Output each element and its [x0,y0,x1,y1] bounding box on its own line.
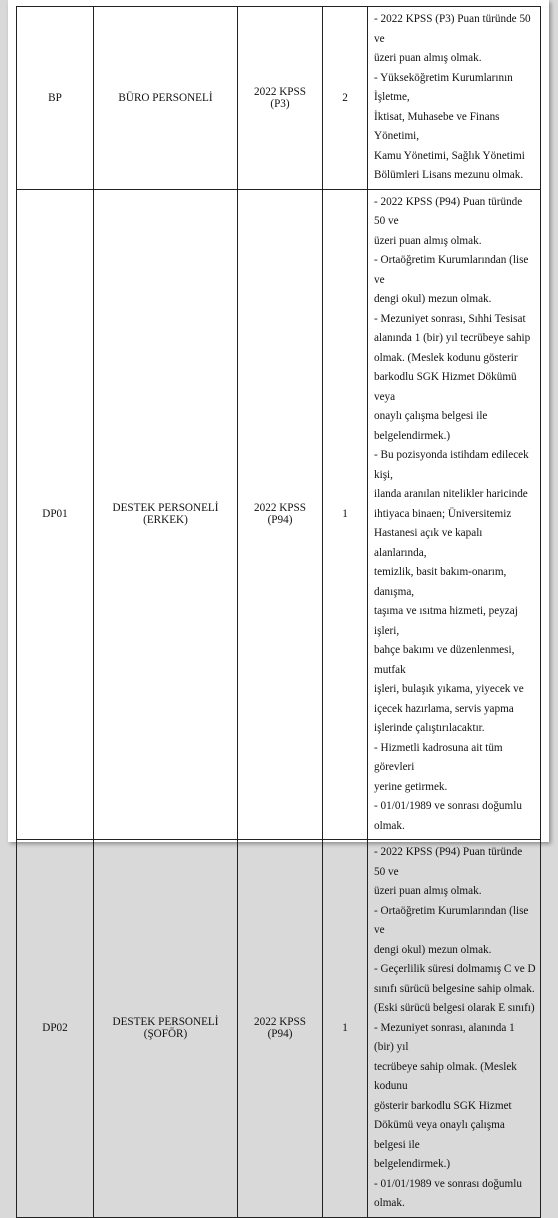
requirements-cell [368,7,541,190]
positions-table-body [17,7,541,1218]
requirement-line: dengi okul) mezun olmak. [374,293,492,305]
requirement-line: sınıfı sürücü belgesine sahip olmak. [374,982,535,995]
position-code: BP [17,7,94,190]
requirement-line: belgelendirmek.) [374,429,451,442]
exam-type [238,7,323,190]
requirement-line: içecek hazırlama, servis yapma [374,702,514,715]
requirement-line: işlerinde çalıştırılacaktır. [374,722,485,734]
requirement-line: bahçe bakımı ve düzenlenmesi, mutfak [374,644,515,676]
exam-score-type: (P94) [267,1028,293,1041]
requirement-line: tecrübeye sahip olmak. (Meslek kodunu [374,1060,517,1092]
requirement-line: Kamu Yönetimi, Sağlık Yönetimi [374,149,525,162]
requirement-line: - Bu pozisyonda istihdam edilecek kişi, [374,449,529,481]
requirement-line: Bölümleri Lisans mezunu olmak. [374,169,524,181]
exam-type [238,189,323,840]
position-code: DP01 [17,189,94,840]
requirement-line: Dökümü veya onaylı çalışma belgesi ile [374,1119,505,1151]
exam-year: 2022 KPSS [254,1016,306,1029]
position-count: 1 [323,189,368,840]
table-row [17,7,541,190]
position-title [94,7,238,190]
exam-score-type: (P94) [267,514,293,527]
requirement-line: temizlik, basit bakım-onarım, danışma, [374,566,507,598]
requirement-line: - Yükseköğretim Kurumlarının İşletme, [374,71,513,103]
position-title-qualifier: (ŞOFÖR) [143,1028,188,1041]
requirement-line: - Geçerlilik süresi dolmamış C ve D [374,963,536,975]
requirement-line: belgelendirmek.) [374,1158,451,1170]
position-title-qualifier: (ERKEK) [143,514,188,527]
position-title-line: DESTEK PERSONELİ [112,502,219,515]
requirement-line: dengi okul) mezun olmak. [374,943,492,956]
position-code: DP02 [17,840,94,1218]
position-count: 2 [323,7,368,190]
exam-year: 2022 KPSS [254,85,306,98]
requirements-cell [368,189,541,840]
requirement-line: Hastanesi açık ve kapalı alanlarında, [374,527,483,559]
requirement-line: alanında 1 (bir) yıl tecrübeye sahip [374,332,531,344]
requirement-line: işleri, bulaşık yıkama, yiyecek ve [374,683,524,695]
requirement-line: - 2022 KPSS (P3) Puan türünde 50 ve [374,13,531,45]
table-row [17,189,541,840]
position-title [94,189,238,840]
requirement-line: olmak. [374,1197,405,1209]
requirement-line: - Hizmetli kadrosuna ait tüm görevleri [374,741,503,773]
position-title-line: BÜRO PERSONELİ [118,91,213,104]
requirement-line: üzeri puan almış olmak. [374,234,482,247]
requirement-line: olmak. (Meslek kodunu gösterir [374,351,518,364]
requirement-line: ihtiyaca binaen; Üniversitemiz [374,507,512,520]
document-page [8,0,549,1209]
requirements-cell [368,840,541,1218]
requirement-line: - 01/01/1989 ve sonrası doğumlu [374,1177,522,1190]
positions-table [16,6,541,1218]
requirement-line: - Ortaöğretim Kurumlarından (lise ve [374,254,529,286]
requirement-line: ilanda aranılan nitelikler haricinde [374,488,528,500]
requirement-line: - Mezuniyet sonrası, alanında 1 (bir) yıl [374,1021,515,1053]
requirement-line: taşıma ve ısıtma hizmeti, peyzaj işleri, [374,605,518,637]
requirement-line: barkodlu SGK Hizmet Dökümü veya [374,371,517,403]
requirement-line: üzeri puan almış olmak. [374,52,482,64]
position-count: 1 [323,840,368,1218]
requirement-line: yerine getirmek. [374,780,448,793]
requirement-line: (Eski sürücü belgesi olarak E sınıfı) [374,1002,535,1014]
requirement-line: üzeri puan almış olmak. [374,885,482,897]
table-row [17,840,541,1218]
position-title-line: DESTEK PERSONELİ [112,1016,219,1029]
requirement-line: İktisat, Muhasebe ve Finans Yönetimi, [374,110,500,142]
requirement-line: - 2022 KPSS (P94) Puan türünde 50 ve [374,846,523,878]
requirement-line: - Mezuniyet sonrası, Sıhhi Tesisat [374,312,526,325]
exam-year: 2022 KPSS [254,502,306,515]
requirement-line: onaylı çalışma belgesi ile [374,410,488,422]
exam-type [238,840,323,1218]
requirement-line: - Ortaöğretim Kurumlarından (lise ve [374,904,529,936]
requirement-line: - 01/01/1989 ve sonrası doğumlu olmak. [374,800,522,832]
requirement-line: gösterir barkodlu SGK Hizmet [374,1099,512,1112]
exam-score-type: (P3) [270,97,290,110]
position-title [94,840,238,1218]
requirement-line: - 2022 KPSS (P94) Puan türünde 50 ve [374,195,523,227]
